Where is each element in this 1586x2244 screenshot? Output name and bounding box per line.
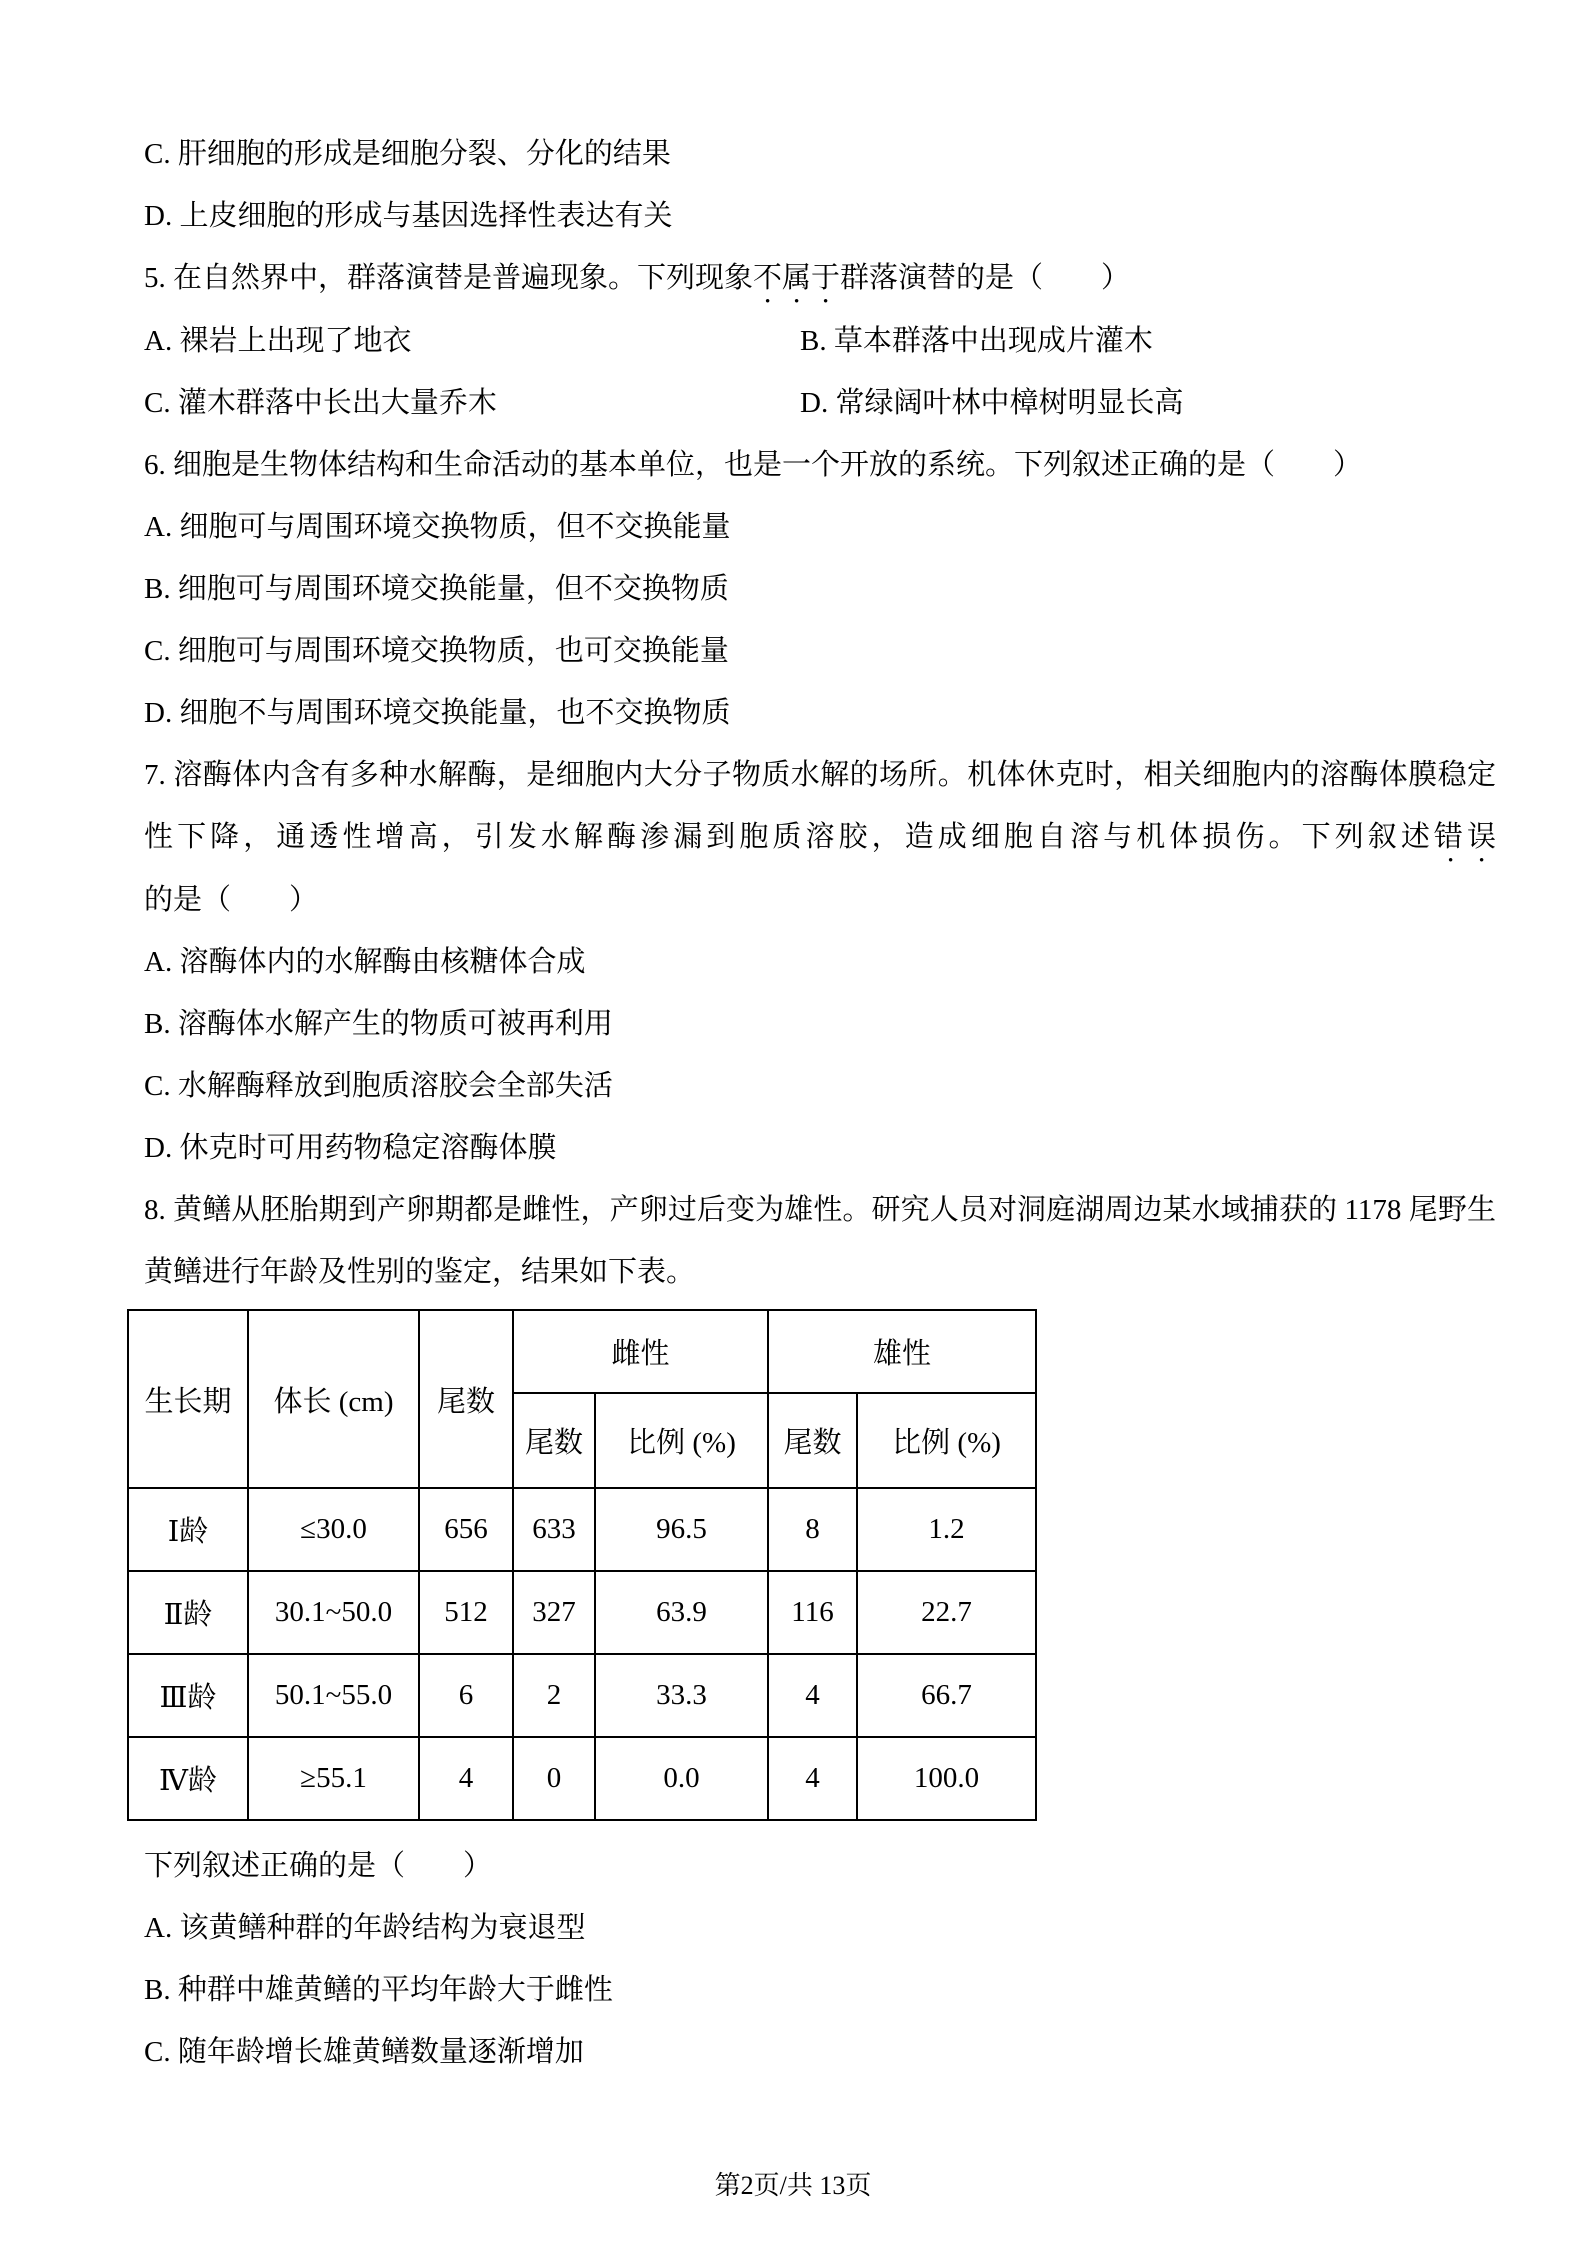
th-body-length: 体长 (cm)	[248, 1310, 419, 1488]
q8-option-c: C. 随年龄增长雄黄鳝数量逐渐增加	[144, 2036, 584, 2068]
cell-count: 656	[419, 1488, 513, 1571]
q7-option-b: B. 溶酶体水解产生的物质可被再利用	[144, 1008, 613, 1040]
cell-male-count: 8	[768, 1488, 857, 1571]
cell-length: ≤30.0	[248, 1488, 419, 1571]
page-footer: 第2页/共 13页	[714, 2171, 872, 2200]
q8-stem-after: 下列叙述正确的是（ ）	[144, 1850, 493, 1882]
q5-options-row-1	[144, 310, 1496, 372]
cell-female-ratio: 0.0	[595, 1737, 768, 1820]
th-tail-count: 尾数	[419, 1310, 513, 1488]
cell-male-ratio: 66.7	[857, 1654, 1036, 1737]
th-female-count: 尾数	[513, 1393, 595, 1488]
table-row	[128, 1571, 1036, 1654]
q4-option-c: C. 肝细胞的形成是细胞分裂、分化的结果	[144, 138, 671, 170]
cell-female-ratio: 33.3	[595, 1654, 768, 1737]
q5-option-d: D. 常绿阔叶林中樟树明显长高	[800, 387, 1184, 419]
q5-option-a: A. 裸岩上出现了地衣	[144, 325, 412, 357]
q7-stem-emphasis: 错误	[1433, 821, 1496, 853]
th-female-ratio: 比例 (%)	[595, 1393, 768, 1488]
q6-option-a: A. 细胞可与周围环境交换物质，但不交换能量	[144, 511, 731, 543]
q4-option-d: D. 上皮细胞的形成与基因选择性表达有关	[144, 200, 673, 232]
q7-option-d: D. 休克时可用药物稳定溶酶体膜	[144, 1132, 557, 1164]
exam-content	[144, 123, 1496, 2083]
cell-age: Ⅰ龄	[128, 1488, 248, 1571]
cell-female-count: 327	[513, 1571, 595, 1654]
cell-female-ratio: 96.5	[595, 1488, 768, 1571]
q6-stem: 6. 细胞是生物体结构和生命活动的基本单位，也是一个开放的系统。下列叙述正确的是（ ）	[144, 449, 1363, 481]
cell-male-ratio: 1.2	[857, 1488, 1036, 1571]
cell-count: 4	[419, 1737, 513, 1820]
q5-options-row-2	[144, 372, 1496, 434]
table-row	[128, 1654, 1036, 1737]
th-male-count: 尾数	[768, 1393, 857, 1488]
q6-option-b: B. 细胞可与周围环境交换能量，但不交换物质	[144, 573, 729, 605]
q7-option-a: A. 溶酶体内的水解酶由核糖体合成	[144, 946, 586, 978]
q5-option-c: C. 灌木群落中长出大量乔木	[144, 387, 497, 419]
q6-option-d: D. 细胞不与周围环境交换能量，也不交换物质	[144, 697, 731, 729]
q7-stem	[144, 744, 1496, 931]
cell-male-count: 116	[768, 1571, 857, 1654]
q5-stem-emphasis: 不属于	[753, 262, 841, 294]
q5-stem	[144, 247, 1496, 310]
q8-option-a: A. 该黄鳝种群的年龄结构为衰退型	[144, 1912, 586, 1944]
th-growth-period: 生长期	[128, 1310, 248, 1488]
q8-data-table	[127, 1309, 1037, 1821]
cell-length: ≥55.1	[248, 1737, 419, 1820]
q6-option-c: C. 细胞可与周围环境交换物质，也可交换能量	[144, 635, 729, 667]
table-row	[128, 1737, 1036, 1820]
cell-age: Ⅳ龄	[128, 1737, 248, 1820]
cell-male-ratio: 22.7	[857, 1571, 1036, 1654]
cell-length: 50.1~55.0	[248, 1654, 419, 1737]
cell-female-count: 0	[513, 1737, 595, 1820]
q7-option-c: C. 水解酶释放到胞质溶胶会全部失活	[144, 1070, 613, 1102]
cell-female-count: 2	[513, 1654, 595, 1737]
th-male-ratio: 比例 (%)	[857, 1393, 1036, 1488]
cell-male-count: 4	[768, 1737, 857, 1820]
cell-count: 6	[419, 1654, 513, 1737]
q8-stem: 8. 黄鳝从胚胎期到产卵期都是雌性，产卵过后变为雄性。研究人员对洞庭湖周边某水域捕获的 1178 尾野生黄鳝进行年龄及性别的鉴定，结果如下表。	[144, 1194, 1496, 1288]
cell-length: 30.1~50.0	[248, 1571, 419, 1654]
table-row	[128, 1488, 1036, 1571]
cell-age: Ⅱ龄	[128, 1571, 248, 1654]
q7-stem-post: 的是（ ）	[144, 884, 319, 916]
q7-stem-pre: 7. 溶酶体内含有多种水解酶，是细胞内大分子物质水解的场所。机体休克时，相关细胞内的溶酶体膜稳定性下降，通透性增高，引发水解酶渗漏到胞质溶胶，造成细胞自溶与机体损伤。下列叙述	[144, 759, 1496, 853]
q5-option-b: B. 草本群落中出现成片灌木	[800, 325, 1153, 357]
th-female-group: 雌性	[513, 1310, 768, 1393]
cell-female-count: 633	[513, 1488, 595, 1571]
th-male-group: 雄性	[768, 1310, 1036, 1393]
q5-stem-pre: 5. 在自然界中，群落演替是普遍现象。下列现象	[144, 262, 754, 294]
cell-age: Ⅲ龄	[128, 1654, 248, 1737]
cell-male-count: 4	[768, 1654, 857, 1737]
q5-stem-post: 群落演替的是（ ）	[840, 262, 1131, 294]
q8-option-b: B. 种群中雄黄鳝的平均年龄大于雌性	[144, 1974, 613, 2006]
cell-count: 512	[419, 1571, 513, 1654]
cell-male-ratio: 100.0	[857, 1737, 1036, 1820]
cell-female-ratio: 63.9	[595, 1571, 768, 1654]
